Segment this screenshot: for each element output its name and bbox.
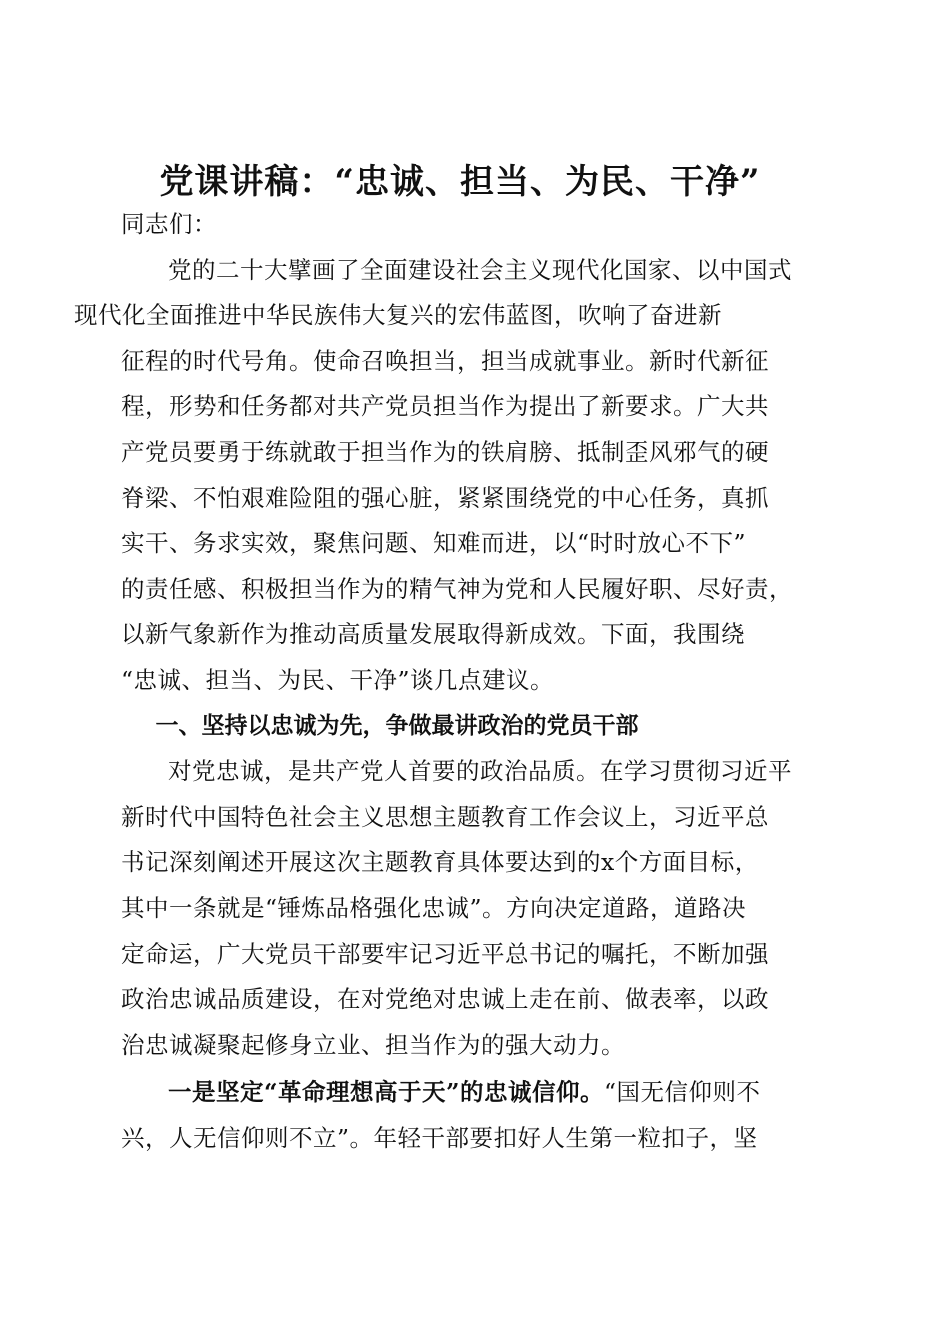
text-line: “忠诚、担当、为民、干净”谈几点建议。 <box>121 665 555 694</box>
section-heading-1: 一、坚持以忠诚为先，争做最讲政治的党员干部 <box>155 712 639 739</box>
text-line: 其中一条就是“锤炼品格强化忠诚”。方向决定道路，道路决 <box>121 893 747 922</box>
text-line: 征程的时代号角。使命召唤担当，担当成就事业。新时代新征 <box>121 346 769 375</box>
text-line: 定命运，广大党员干部要牢记习近平总书记的嘱托，不断加强 <box>121 939 769 968</box>
text-line: 新时代中国特色社会主义思想主题教育工作会议上，习近平总 <box>121 802 769 831</box>
text-line: 兴，人无信仰则不立”。年轻干部要扣好人生第一粒扣子，坚 <box>121 1123 758 1152</box>
text-line: 政治忠诚品质建设，在对党绝对忠诚上走在前、做表率，以政 <box>121 985 769 1014</box>
text-line: 以新气象新作为推动高质量发展取得新成效。下面，我围绕 <box>121 620 745 649</box>
text-line: 程，形势和任务都对共产党员担当作为提出了新要求。广大共 <box>121 392 769 421</box>
text-line: 的责任感、积极担当作为的精气神为党和人民履好职、尽好责， <box>121 574 793 603</box>
paragraph-intro <box>74 248 829 704</box>
text-line: 党的二十大擘画了全面建设社会主义现代化国家、以中国式 <box>168 255 792 284</box>
paragraph-faith <box>121 1070 829 1161</box>
page-title: 党课讲稿：“忠诚、担当、为民、干净” <box>159 161 761 202</box>
text-line: 产党员要勇于练就敢于担当作为的铁肩膀、抵制歪风邪气的硬 <box>121 437 769 466</box>
salutation: 同志们： <box>121 210 217 238</box>
lead-sentence: 一是坚定“革命理想高于天”的忠诚信仰。 <box>168 1078 605 1107</box>
text-line: 脊梁、不怕艰难险阻的强心脏，紧紧围绕党的中心任务，真抓 <box>121 483 769 512</box>
text-line: 对党忠诚，是共产党人首要的政治品质。在学习贯彻习近平 <box>168 757 792 786</box>
text-line: 实干、务求实效，聚焦问题、知难而进，以“时时放心不下” <box>121 529 747 558</box>
text-line: 治忠诚凝聚起修身立业、担当作为的强大动力。 <box>121 1030 625 1059</box>
text-line <box>121 1070 829 1116</box>
document-body <box>74 202 829 1161</box>
text-line: 书记深刻阐述开展这次主题教育具体要达到的x个方面目标， <box>121 848 759 877</box>
text-line: 现代化全面推进中华民族伟大复兴的宏伟蓝图，吹响了奋进新 <box>74 301 722 330</box>
text-span: “国无信仰则不 <box>604 1078 761 1107</box>
paragraph-loyalty <box>121 749 829 1068</box>
